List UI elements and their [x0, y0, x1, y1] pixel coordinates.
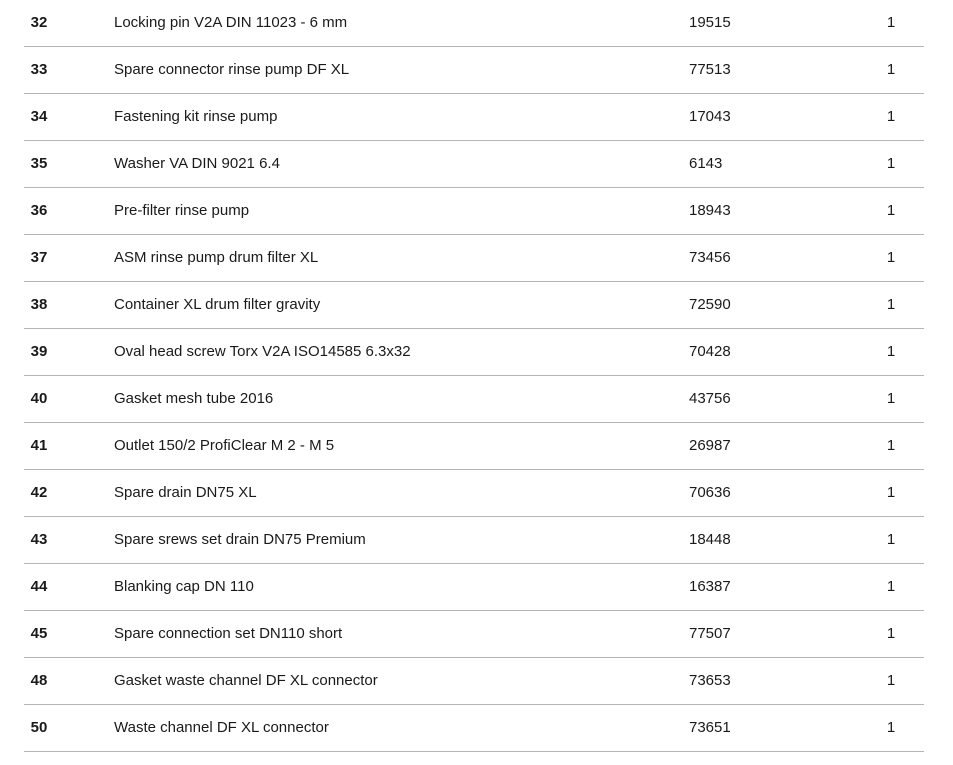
article-number: 18943 [689, 202, 731, 219]
article-number: 26987 [689, 437, 731, 454]
quantity: 1 [886, 343, 896, 360]
part-name: Locking pin V2A DIN 11023 - 6 mm [114, 14, 348, 31]
position-number: 45 [30, 625, 48, 642]
part-name: Fastening kit rinse pump [114, 108, 278, 125]
position-number: 33 [30, 61, 48, 78]
position-number: 36 [30, 202, 48, 219]
article-number: 70636 [689, 484, 731, 501]
article-number: 19515 [689, 14, 731, 31]
quantity: 1 [886, 249, 896, 266]
table-row [24, 0, 924, 47]
table-row [24, 235, 924, 282]
table-row [24, 94, 924, 141]
position-number: 38 [30, 296, 48, 313]
article-number: 73651 [689, 719, 731, 736]
position-number: 37 [30, 249, 48, 266]
position-number: 48 [30, 672, 48, 689]
table-row [24, 658, 924, 705]
article-number: 73456 [689, 249, 731, 266]
table-row [24, 282, 924, 329]
article-number: 17043 [689, 108, 731, 125]
quantity: 1 [886, 484, 896, 501]
article-number: 77507 [689, 625, 731, 642]
quantity: 1 [886, 390, 896, 407]
article-number: 6143 [689, 155, 723, 172]
part-name: Gasket waste channel DF XL connector [114, 672, 378, 689]
position-number: 41 [30, 437, 48, 454]
part-name: Spare connector rinse pump DF XL [114, 61, 350, 78]
part-name: Blanking cap DN 110 [114, 578, 254, 595]
position-number: 39 [30, 343, 48, 360]
quantity: 1 [886, 108, 896, 125]
position-number: 43 [30, 531, 48, 548]
position-number: 35 [30, 155, 48, 172]
table-row [24, 423, 924, 470]
article-number: 77513 [689, 61, 731, 78]
position-number: 32 [30, 14, 48, 31]
part-name: ASM rinse pump drum filter XL [114, 249, 319, 266]
quantity: 1 [886, 672, 896, 689]
part-name: Spare drain DN75 XL [114, 484, 257, 501]
position-number: 42 [30, 484, 48, 501]
quantity: 1 [886, 296, 896, 313]
part-name: Pre-filter rinse pump [114, 202, 250, 219]
table-row [24, 470, 924, 517]
part-name: Outlet 150/2 ProfiClear M 2 - M 5 [114, 437, 335, 454]
position-number: 34 [30, 108, 48, 125]
article-number: 72590 [689, 296, 731, 313]
article-number: 18448 [689, 531, 731, 548]
table-row [24, 517, 924, 564]
table-row [24, 47, 924, 94]
part-name: Gasket mesh tube 2016 [114, 390, 274, 407]
table-row [24, 141, 924, 188]
article-number: 43756 [689, 390, 731, 407]
quantity: 1 [886, 14, 896, 31]
quantity: 1 [886, 719, 896, 736]
part-name: Spare connection set DN110 short [114, 625, 343, 642]
part-name: Container XL drum filter gravity [114, 296, 321, 313]
article-number: 16387 [689, 578, 731, 595]
article-number: 70428 [689, 343, 731, 360]
quantity: 1 [886, 437, 896, 454]
table-row [24, 188, 924, 235]
part-name: Spare srews set drain DN75 Premium [114, 531, 366, 548]
position-number: 44 [30, 578, 48, 595]
quantity: 1 [886, 625, 896, 642]
article-number: 73653 [689, 672, 731, 689]
part-name: Waste channel DF XL connector [114, 719, 329, 736]
quantity: 1 [886, 61, 896, 78]
table-row [24, 564, 924, 611]
quantity: 1 [886, 578, 896, 595]
position-number: 50 [30, 719, 48, 736]
table-row [24, 376, 924, 423]
table-row [24, 329, 924, 376]
part-name: Oval head screw Torx V2A ISO14585 6.3x32 [114, 343, 411, 360]
quantity: 1 [886, 202, 896, 219]
part-name: Washer VA DIN 9021 6.4 [114, 155, 280, 172]
table-row [24, 611, 924, 658]
quantity: 1 [886, 155, 896, 172]
parts-table [24, 0, 924, 752]
table-row [24, 705, 924, 752]
quantity: 1 [886, 531, 896, 548]
position-number: 40 [30, 390, 48, 407]
